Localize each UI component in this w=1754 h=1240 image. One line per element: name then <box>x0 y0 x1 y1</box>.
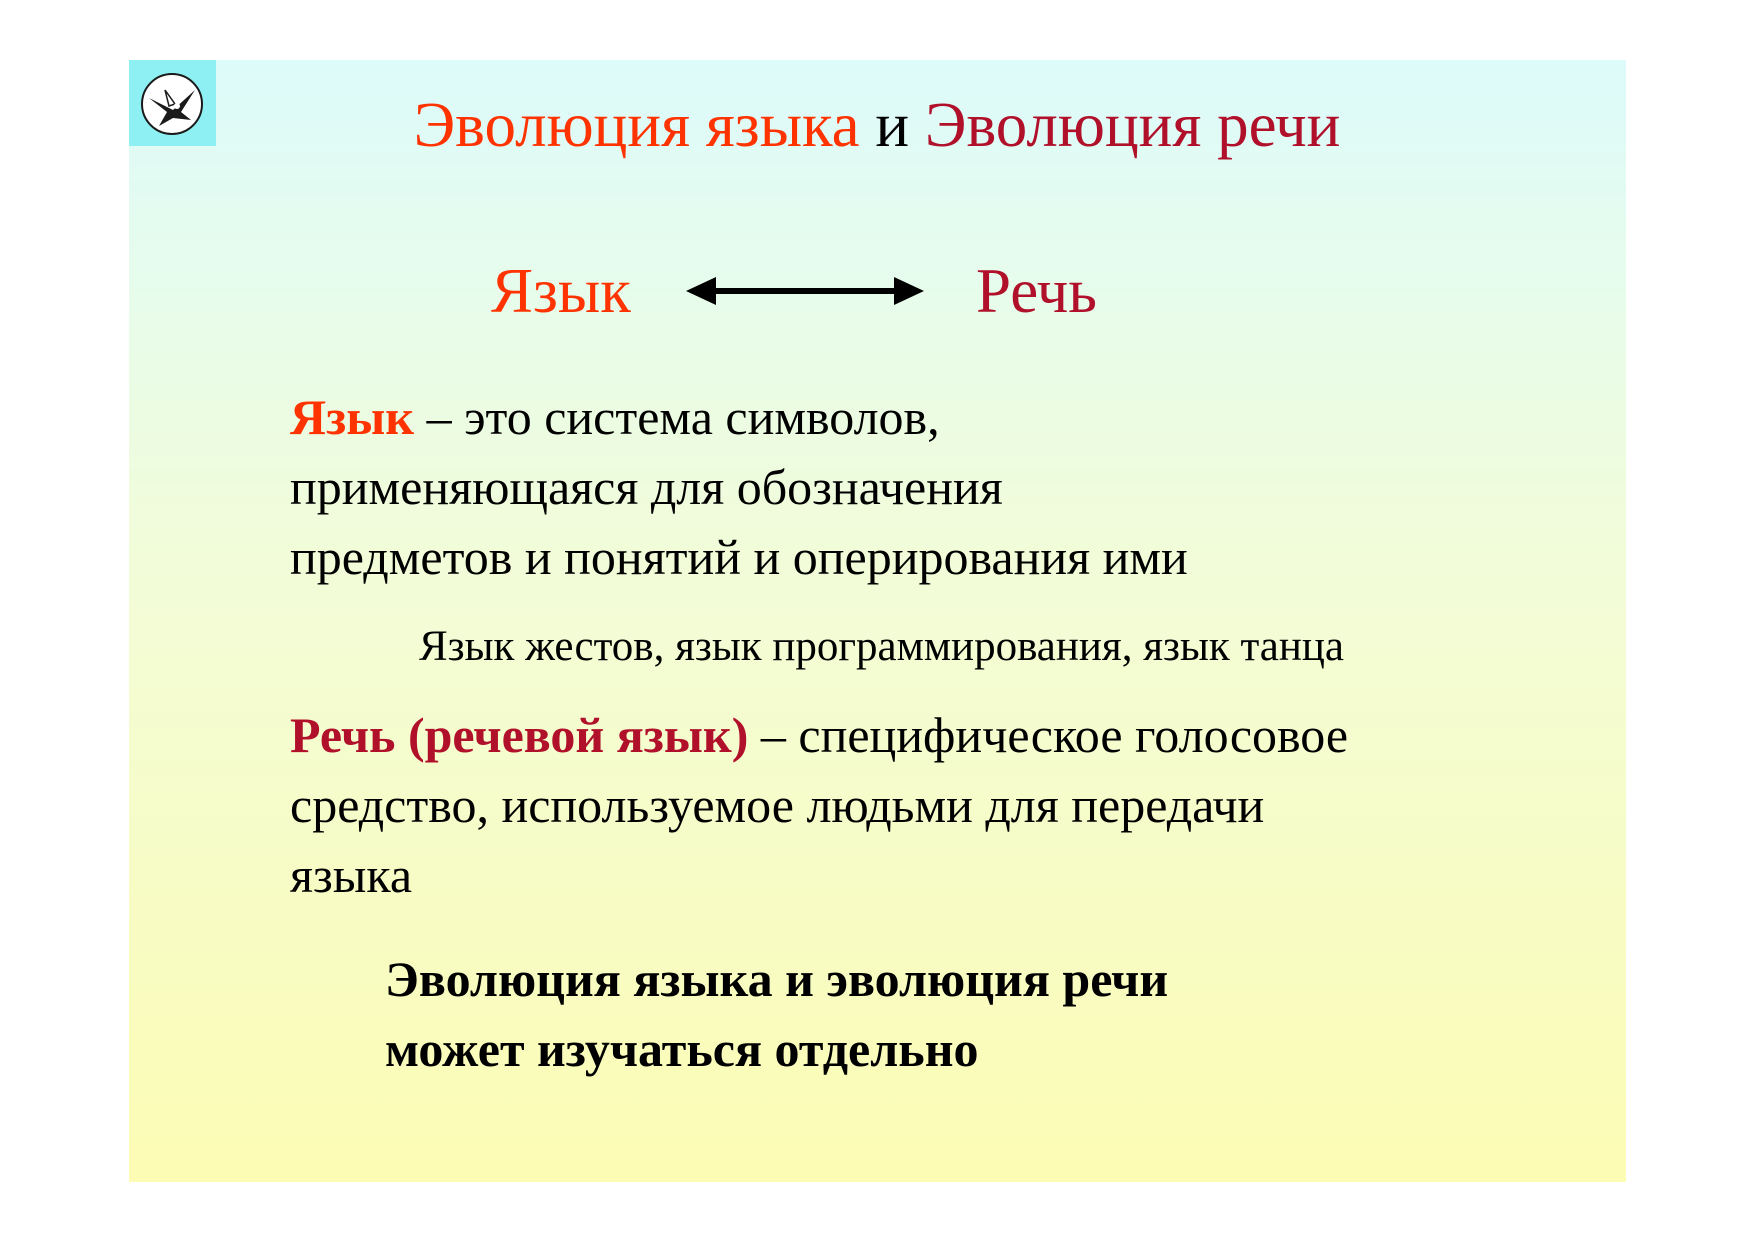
definition-speech <box>290 700 1348 910</box>
title-part-language: Эволюция языка <box>413 90 860 160</box>
definition-speech-line-2: средство, используемое людьми для передачи <box>290 777 1265 833</box>
double-headed-arrow-icon <box>686 274 924 308</box>
term-speech: Речь (речевой язык) <box>290 707 749 763</box>
term-language: Язык <box>290 389 415 445</box>
slide <box>129 60 1626 1182</box>
definition-speech-text-1: – специфическое голосовое <box>748 707 1349 763</box>
bird-emblem-icon <box>129 60 216 146</box>
definition-speech-line-3: языка <box>290 847 413 903</box>
title-part-speech: Эволюция речи <box>924 90 1341 160</box>
slide-title <box>367 90 1387 160</box>
language-examples: Язык жестов, язык программирования, язык танца <box>419 623 1345 670</box>
word-speech: Речь <box>976 256 1098 326</box>
title-connector: и <box>875 90 910 160</box>
definition-language-line-1 <box>290 382 1188 452</box>
definition-language <box>290 382 1188 592</box>
definition-language-line-2: применяющаяся для обозначения <box>290 459 1003 515</box>
conclusion-line-1: Эволюция языка и эволюция речи <box>385 951 1169 1007</box>
logo <box>129 60 216 146</box>
word-language: Язык <box>491 256 631 326</box>
conclusion-line-2: может изучаться отдельно <box>385 1021 979 1077</box>
conclusion <box>385 944 1168 1084</box>
definition-language-line-3: предметов и понятий и оперирования ими <box>290 529 1188 585</box>
definition-language-text-1: – это система символов, <box>414 389 940 445</box>
definition-speech-line-1 <box>290 700 1348 770</box>
